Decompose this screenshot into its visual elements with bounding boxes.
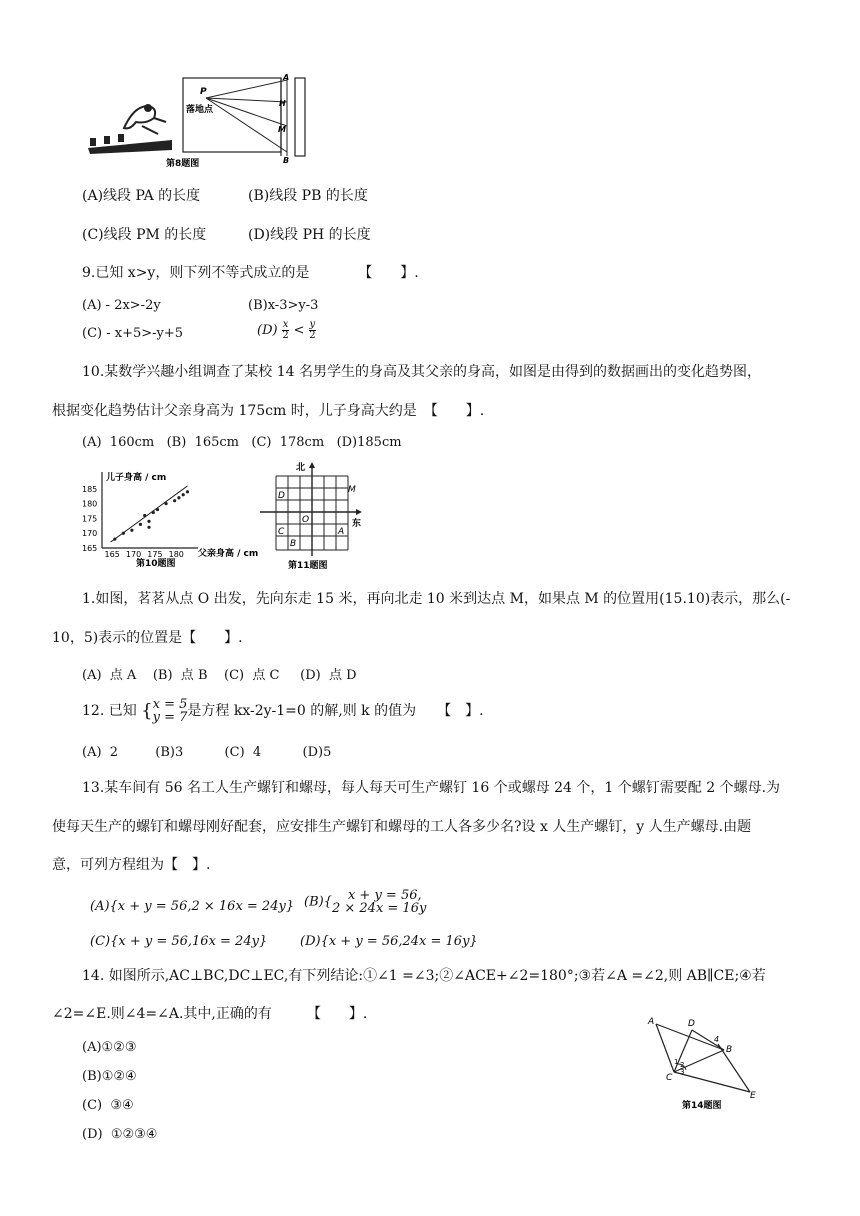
q14-stem-2: ∠2=∠E.则∠4=∠A.其中,正确的有 【 】. [52,1006,368,1022]
q11-point-o: O [302,515,310,525]
q11-north-label: 北 [296,463,306,473]
q10-y-tick-0: 165 [82,544,98,553]
q11-point-c: C [278,527,285,537]
q10-options: (A) 160cm (B) 165cm (C) 178cm (D)185cm [82,435,402,450]
q14-label-b: B [726,1045,733,1055]
q12-prefix: 12. 已知 [82,703,137,719]
q12-suffix: 是方程 kx-2y-1=0 的解,则 k 的值为 【 】. [187,703,484,719]
q14-option-d: (D) ①②③④ [82,1127,158,1142]
q10-x-tick-3: 180 [168,550,184,559]
q14-label-c: C [666,1073,673,1083]
q10-point-0 [113,538,116,541]
q11-point-b: B [290,539,297,549]
q11-point-a: A [338,527,345,537]
q10-point-9 [164,502,167,505]
q8-label-b: B [283,156,290,165]
q10-point-4 [143,514,146,517]
q10-point-3 [139,523,142,526]
q10-ylabel: 儿子身高 / cm [106,473,167,483]
q14-label-e: E [750,1091,756,1101]
q14-option-a: (A)①②③ [82,1040,137,1055]
q11-east-label: 东 [352,519,362,529]
q14-label-a: A [648,1017,655,1027]
q11-point-d: D [278,491,285,501]
q14-figure [644,1012,764,1114]
q9-frac-left: $\frac{x}{2}$ [282,319,289,341]
q11-figure [258,460,366,572]
q13-stem-3: 意，可列方程组为【 】. [52,857,211,873]
q10-x-tick-2: 175 [147,550,163,559]
q12-stem: 12. 已知 { x = 5 y = 7 是方程 kx-2y-1=0 的解,则 k 的值为 【 】. [82,697,484,725]
q14-label-1: 1 [674,1058,679,1066]
q14-label-d: D [688,1019,695,1029]
q8-caption: 第8题图 [166,159,200,169]
q10-point-7 [152,511,155,514]
q8-label-p: P [200,87,207,97]
q10-chart [80,468,262,570]
q8-runner-illustration [88,104,172,154]
q14-stem-1: 14. 如图所示,AC⊥BC,DC⊥EC,有下列结论:①∠1 =∠3;②∠ACE+∠2=180°;③若∠A =∠2,则 AB∥CE;④若 [82,968,766,984]
q8-option-b: (B)线段 PB 的长度 [248,188,368,204]
q9-lt: < [293,323,305,338]
q10-point-12 [182,493,185,496]
q13-option-a: (A){x + y = 56,2 × 16x = 24y} [90,899,295,914]
q9-stem-row [82,262,419,282]
q10-point-10 [173,499,176,502]
q10-x-tick-0: 165 [104,550,120,559]
q11-point-m: M [348,485,356,495]
q9-option-c: (C) - x+5>-y+5 [82,326,184,341]
q10-y-tick-1: 170 [82,529,98,539]
q8-option-a: (A)线段 PA 的长度 [82,188,201,204]
q14-caption: 第14题图 [682,1101,722,1111]
q12-options: (A) 2 (B)3 (C) 4 (D)5 [82,745,332,760]
q14-option-b: (B)①②④ [82,1069,137,1084]
q8-label-a: A [283,73,290,82]
q13-option-d: (D){x + y = 56,24x = 16y} [300,934,478,949]
q10-caption: 第10题图 [136,559,176,569]
q10-xlabel: 父亲身高 / cm [198,549,259,559]
q10-y-tick-2: 175 [82,514,98,524]
q8-option-d: (D)线段 PH 的长度 [248,227,371,243]
q9-stem: 9.已知 x>y，则下列不等式成立的是 [82,265,310,281]
q10-point-2 [130,529,133,532]
q13-option-b: (B){ x + y = 56, 2 × 24x = 16y [304,888,427,916]
q9-option-a: (A) - 2x>-2y [82,298,161,313]
q13-option-c: (C){x + y = 56,16x = 24y} [90,934,268,949]
q9-option-d-label: (D) [257,323,278,338]
q10-point-13 [186,490,189,493]
q10-y-tick-4: 185 [82,484,98,494]
q8-label-h: H [279,99,286,108]
q9-frac-right: $\frac{y}{2}$ [309,319,316,341]
q8-option-c: (C)线段 PM 的长度 [82,227,207,243]
q11-stem-1: 1.如图，茗茗从点 O 出发，先向东走 15 米，再向北走 10 米到达点 M，如果点 M 的位置用(15.10)表示，那么(- [82,591,791,607]
q8-figure [82,73,322,170]
q10-point-11 [177,496,180,499]
q11-options: (A) 点 A (B) 点 B (C) 点 C (D) 点 D [82,668,357,683]
q10-point-6 [147,520,150,523]
q10-stem-2: 根据变化趋势估计父亲身高为 175cm 时，儿子身高大约是 【 】. [52,403,485,419]
q11-caption: 第11题图 [288,561,328,571]
q13-stem-2: 使每天生产的螺钉和螺母刚好配套，应安排生产螺钉和螺母的工人各多少名?设 x 人生产螺钉，y 人生产螺母.由题 [52,819,752,835]
q14-label-2: 2 [680,1061,685,1069]
q10-stem-1: 10.某数学兴趣小组调查了某校 14 名男学生的身高及其父亲的身高，如图是由得到的数据画出的变化趋势图， [82,364,761,380]
q13-stem-1: 13.某车间有 56 名工人生产螺钉和螺母，每人每天可生产螺钉 16 个或螺母 24 个，1 个螺钉需要配 2 个螺母.为 [82,780,781,796]
q14-option-c: (C) ③④ [82,1098,134,1113]
q12-system: x = 5 y = 7 [152,697,188,725]
q8-label-m: M [278,125,286,134]
q10-point-5 [147,526,150,529]
q14-label-3: 3 [680,1068,685,1076]
q10-y-tick-3: 180 [82,499,98,509]
q9-option-b: (B)x-3>y-3 [248,298,319,313]
q8-label-landing: 落地点 [186,105,214,115]
q14-label-4: 4 [714,1035,720,1044]
q9-bracket: 【 】. [358,265,419,281]
q10-x-tick-1: 170 [125,550,142,559]
q11-stem-2: 10，5)表示的位置是【 】. [52,630,243,646]
q9-option-d [257,320,316,341]
q10-point-1 [122,532,125,535]
q10-point-8 [156,508,159,511]
